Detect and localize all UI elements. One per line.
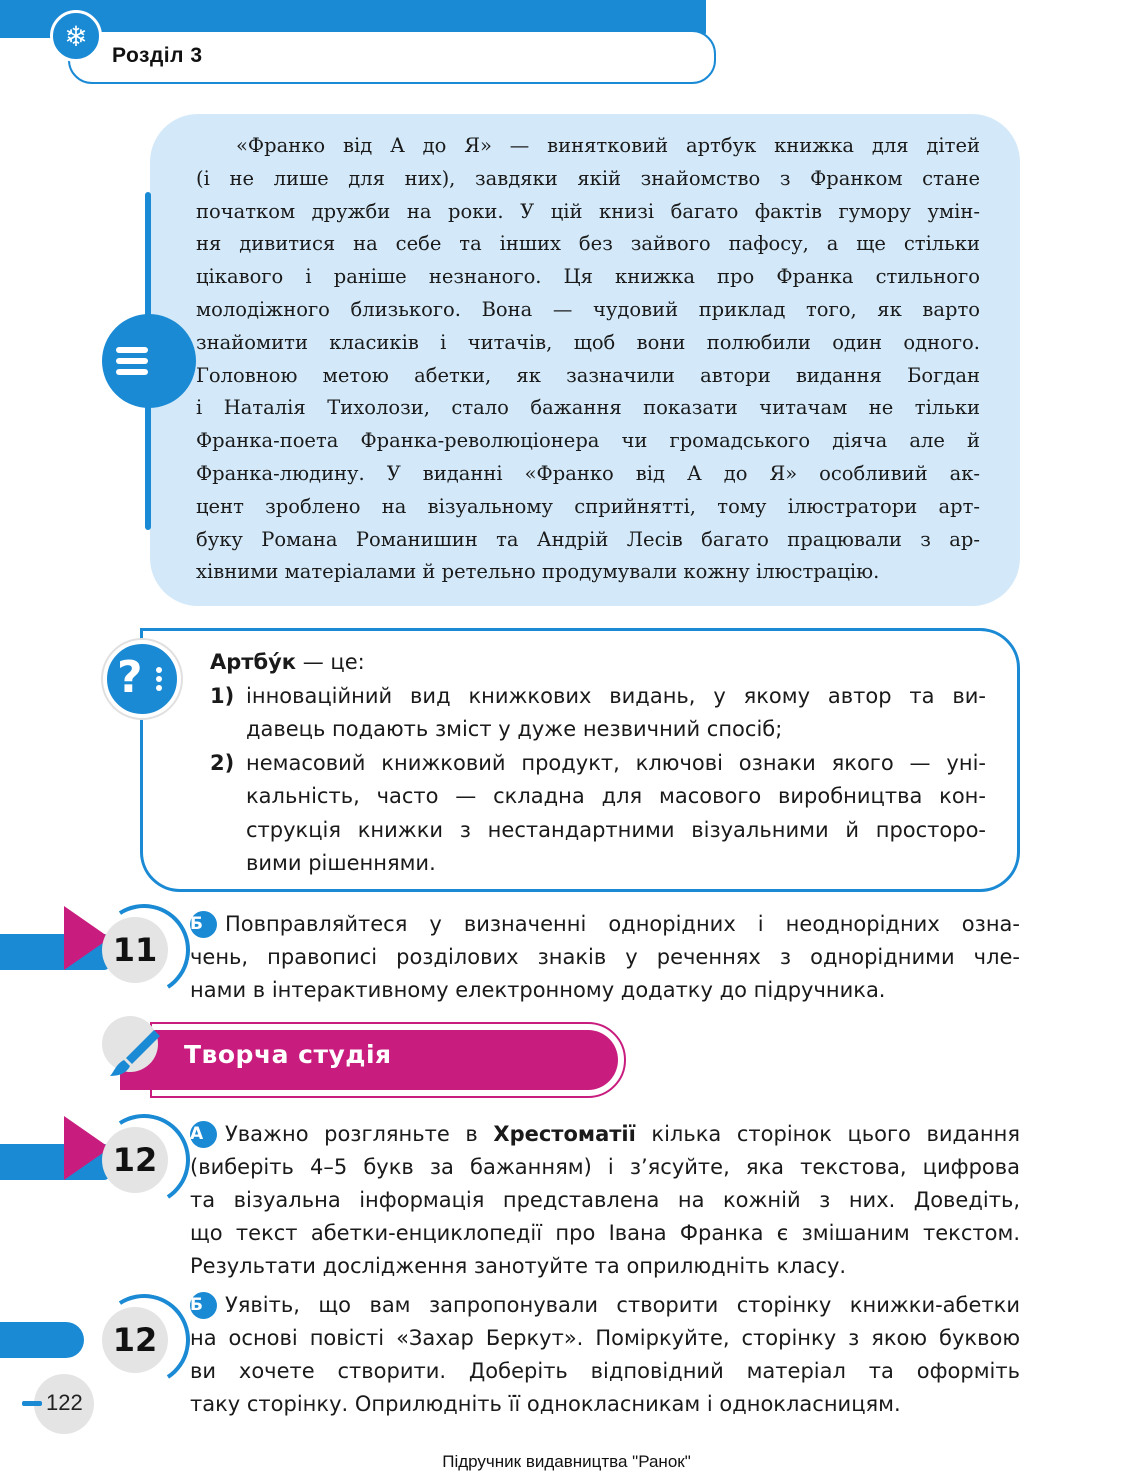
task-line: Уявіть, що вам запропонували створити сторінку книжки-абетки xyxy=(225,1293,1020,1317)
quote-line: молодіжного близького. Вона — чудовий приклад того, як варто xyxy=(196,297,980,321)
definition-item-number: 1) xyxy=(210,683,235,708)
definition-line: вими рішеннями. xyxy=(246,851,436,875)
task-line: що текст абетки-енциклопедії про Івана Франка є змішаним текстом. xyxy=(190,1221,1020,1245)
task-line-pre: Уважно розгляньте в xyxy=(225,1122,494,1146)
quote-line: знайомити класиків і читачів, щоб вони полюбили один одного. xyxy=(196,330,980,354)
task-line: на основі повісті «Захар Беркут». Поміркуйте, сторінку з якою буквою xyxy=(190,1326,1020,1350)
quote-line: (і не лише для них), завдяки якій знайомство з Франком стане xyxy=(196,166,980,190)
task-12-a xyxy=(190,1118,1020,1283)
brush-icon xyxy=(110,1026,164,1080)
task-line: Результати дослідження занотуйте та оприлюдніть класу. xyxy=(190,1254,847,1278)
task-line: нами в інтерактивному електронному додатку до підручника. xyxy=(190,978,886,1002)
definition-connector: — це: xyxy=(296,650,365,674)
definition-line: інноваційний вид книжкових видань, у якому автор та ви- xyxy=(246,683,986,708)
page-number: 122 xyxy=(46,1390,83,1415)
task-line-post: кілька сторінок цього видання xyxy=(635,1122,1021,1146)
quote-line: Головною метою абетки, як зазначили автори видання Богдан xyxy=(196,363,980,387)
quote-line: цент зроблено на візуальному сприйнятті, тому ілюстратори арт- xyxy=(196,494,980,518)
task-12-b xyxy=(190,1289,1020,1421)
definition-line: струкція книжки з нестандартними візуальними й просторо- xyxy=(246,817,986,842)
definition-line: кальність, часто — складна для масового виробництва кон- xyxy=(246,784,986,808)
task-line: таку сторінку. Оприлюдніть її однокласникам і однокласницям. xyxy=(190,1392,901,1416)
quote-line: ня дивитися на себе та інших без зайвого пафосу, а ще стільки xyxy=(196,232,980,256)
section-title: Розділ 3 xyxy=(112,44,203,67)
task-11-b xyxy=(190,908,1020,1007)
quote-line: цікавого і раніше незнаного. Ця книжка про Франка стильного xyxy=(196,265,980,289)
definition-item-number: 2) xyxy=(210,750,235,775)
task-line: та візуальна інформація представлена на кожній з них. Доведіть, xyxy=(190,1188,1020,1212)
studio-title: Творча студія xyxy=(184,1040,392,1069)
task-line-bold: Хрестоматії xyxy=(493,1122,636,1146)
task-letter-badge: А xyxy=(190,1121,217,1148)
task-line: (виберіть 4–5 букв за бажанням) і з’ясуйте, яка текстова, цифрова xyxy=(190,1155,1020,1179)
task-number: 11 xyxy=(102,917,168,983)
page-tab xyxy=(0,1322,84,1358)
menu-lines-icon xyxy=(102,314,196,408)
quote-text xyxy=(196,130,980,589)
definition-heading xyxy=(210,646,986,680)
quote-line: Франка-поета Франка-революціонера чи громадського діяча але й xyxy=(196,429,980,453)
publisher-credit: Підручник видавництва "Ранок" xyxy=(442,1452,691,1471)
quote-line: буку Романа Романишин та Андрій Лесів багато працювали з ар- xyxy=(196,527,980,551)
task-letter-badge: Б xyxy=(190,911,217,938)
quote-line: хівними матеріалами й ретельно продумували кожну ілюстрацію. xyxy=(196,560,880,584)
quote-line: початком дружби на роки. У цій книзі багато фактів гумору умін- xyxy=(196,199,980,223)
task-line: Повправляйтеся у визначенні однорідних і неоднорідних озна- xyxy=(225,912,1020,936)
task-letter-badge: Б xyxy=(190,1292,217,1319)
page-dash xyxy=(22,1401,42,1406)
task-line: чень, правописі розділових знаків у реченнях з однорідними чле- xyxy=(190,945,1020,969)
definition-content xyxy=(210,646,986,881)
task-line: ви хочете створити. Доберіть відповідний матеріал та оформіть xyxy=(190,1359,1020,1383)
task-number: 12 xyxy=(102,1127,168,1193)
snowflake-icon: ❄ xyxy=(50,10,102,62)
quote-line: Франка-людину. У виданні «Франко від А до Я» особливий ак- xyxy=(196,461,980,485)
quote-line: «Франко від А до Я» — винятковий артбук книжка для дітей xyxy=(236,134,980,157)
definition-item xyxy=(210,680,986,747)
quote-line: і Наталія Тихолози, стало бажання показати читачам не тільки xyxy=(196,396,980,420)
definition-line: давець подають зміст у дуже незвичний спосіб; xyxy=(246,717,783,741)
question-icon: ? xyxy=(103,640,181,718)
definition-item xyxy=(210,747,986,881)
definition-line: немасовий книжковий продукт, ключові ознаки якого — уні- xyxy=(246,750,986,775)
definition-term: Артбу́к xyxy=(210,650,297,674)
task-number: 12 xyxy=(102,1307,168,1373)
